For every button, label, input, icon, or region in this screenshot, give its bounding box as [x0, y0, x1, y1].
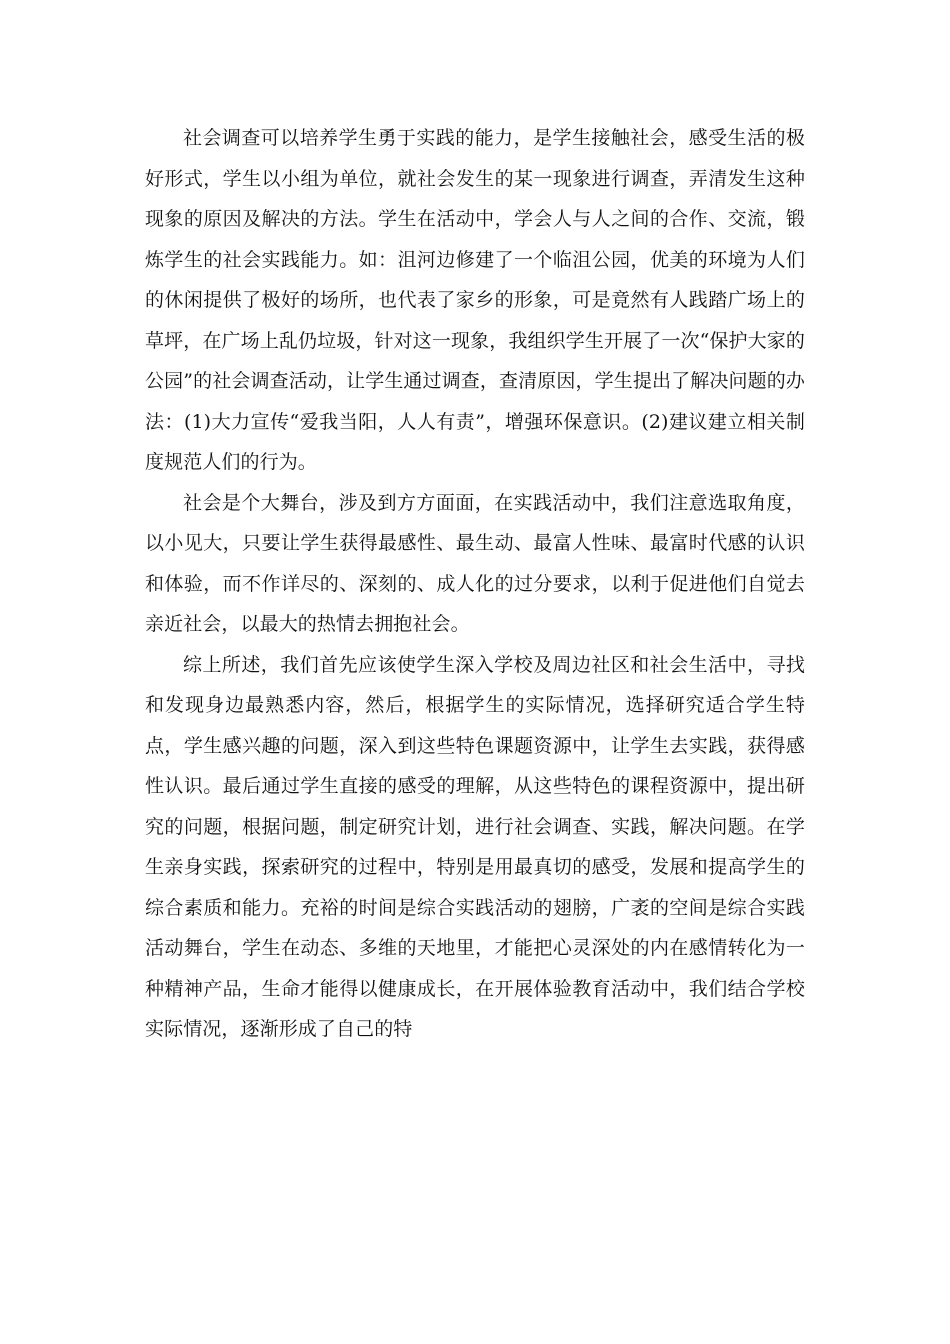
paragraph-society-stage: 社会是个大舞台，涉及到方方面面，在实践活动中，我们注意选取角度，以小见大，只要让学生获得最感性、最生动、最富人性味、最富时代感的认识和体验，而不作详尽的、深刻的、成人化的过分要求，以利于促进他们自觉去亲近社会，以最大的热情去拥抱社会。 [145, 491, 805, 635]
paragraph-summary: 综上所述，我们首先应该使学生深入学校及周边社区和社会生活中，寻找和发现身边最熟悉内容，然后，根据学生的实际情况，选择研究适合学生特点，学生感兴趣的问题，深入到这些特色课题资源中，让学生去实践，获得感性认识。最后通过学生直接的感受的理解，从这些特色的课程资源中，提出研究的问题，根据问题，制定研究计划，进行社会调查、实践，解决问题。在学生亲身实践，探索研究的过程中，特别是用最真切的感受，发展和提高学生的综合素质和能力。充裕的时间是综合实践活动的翅膀，广袤的空间是综合实践活动舞台，学生在动态、多维的天地里，才能把心灵深处的内在感情转化为一种精神产品，生命才能得以健康成长，在开展体验教育活动中，我们结合学校实际情况，逐渐形成了自己的特 [145, 653, 805, 1040]
paragraph-social-survey: 社会调查可以培养学生勇于实践的能力，是学生接触社会，感受生活的极好形式，学生以小组为单位，就社会发生的某一现象进行调查，弄清发生这种现象的原因及解决的方法。学生在活动中，学会人与人之间的合作、交流，锻炼学生的社会实践能力。如：沮河边修建了一个临沮公园，优美的环境为人们的休闲提供了极好的场所，也代表了家乡的形象，可是竟然有人践踏广场上的草坪，在广场上乱仍垃圾，针对这一现象，我组织学生开展了一次“保护大家的公园”的社会调查活动，让学生通过调查，查清原因，学生提出了解决问题的办法：(1)大力宣传“爱我当阳，人人有责”，增强环保意识。(2)建议建立相关制度规范人们的行为。 [145, 127, 805, 473]
document-page [145, 118, 805, 1050]
